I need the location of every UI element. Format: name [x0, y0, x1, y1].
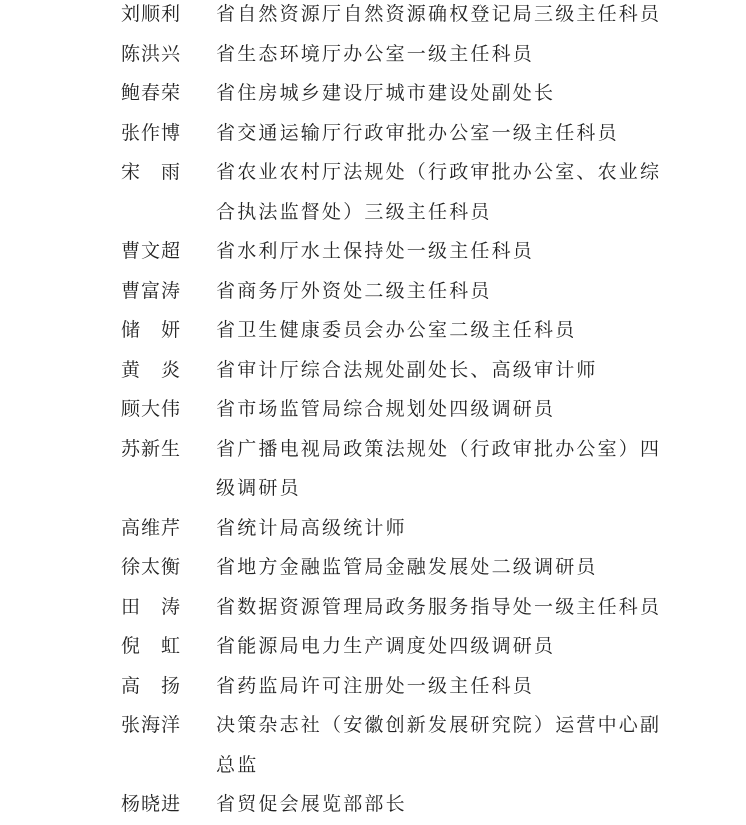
person-name: 陈洪兴	[121, 42, 182, 65]
person-title: 省自然资源厅自然资源确权登记局三级主任科员	[216, 3, 662, 25]
list-item	[0, 706, 746, 785]
person-title: 省审计厅综合法规处副处长、高级审计师	[216, 358, 598, 381]
person-name: 储 妍	[121, 319, 182, 341]
person-name: 曹富涛	[121, 279, 182, 302]
person-name: 宋 雨	[121, 161, 182, 183]
person-title: 省生态环境厅办公室一级主任科员	[216, 42, 535, 65]
list-item	[0, 351, 746, 391]
person-name: 顾大伟	[121, 398, 182, 420]
list-item	[0, 667, 746, 707]
person-name: 田 涛	[121, 595, 182, 618]
list-item	[0, 232, 746, 272]
person-title: 省广播电视局政策法规处（行政审批办公室）四级调研员	[216, 437, 662, 499]
list-item	[0, 311, 746, 351]
person-name: 高 扬	[121, 674, 182, 697]
list-item	[0, 430, 746, 509]
person-title: 省农业农村厅法规处（行政审批办公室、农业综合执法监督处）三级主任科员	[216, 161, 662, 223]
list-item	[0, 548, 746, 588]
person-title: 省水利厅水土保持处一级主任科员	[216, 240, 535, 262]
person-title: 决策杂志社（安徽创新发展研究院）运营中心副总监	[216, 714, 662, 776]
person-name: 张海洋	[121, 714, 182, 736]
list-item	[0, 153, 746, 232]
list-item	[0, 35, 746, 75]
list-item	[0, 627, 746, 667]
list-item	[0, 0, 746, 35]
person-title: 省商务厅外资处二级主任科员	[216, 279, 492, 302]
person-name: 倪 虹	[121, 635, 182, 657]
person-title: 省市场监管局综合规划处四级调研员	[216, 398, 556, 420]
person-name: 高维芹	[121, 516, 182, 539]
list-item	[0, 390, 746, 430]
person-name: 徐太衡	[121, 556, 182, 578]
person-title: 省统计局高级统计师	[216, 516, 407, 539]
person-title: 省药监局许可注册处一级主任科员	[216, 674, 535, 697]
person-name: 黄 炎	[121, 358, 182, 381]
person-title: 省数据资源管理局政务服务指导处一级主任科员	[216, 595, 662, 618]
person-title: 省交通运输厅行政审批办公室一级主任科员	[216, 121, 619, 144]
person-name: 苏新生	[121, 437, 182, 460]
person-name: 曹文超	[121, 240, 182, 262]
person-title: 省贸促会展览部部长	[216, 793, 407, 815]
list-item	[0, 509, 746, 549]
list-item	[0, 785, 746, 825]
list-item	[0, 588, 746, 628]
person-title: 省住房城乡建设厅城市建设处副处长	[216, 82, 556, 104]
person-name: 刘顺利	[121, 3, 182, 25]
list-item	[0, 114, 746, 154]
person-title: 省能源局电力生产调度处四级调研员	[216, 635, 556, 657]
list-item	[0, 74, 746, 114]
person-name: 张作博	[121, 121, 182, 144]
person-name: 鲍春荣	[121, 82, 182, 104]
person-name: 杨晓进	[121, 793, 182, 815]
person-title: 省地方金融监管局金融发展处二级调研员	[216, 556, 598, 578]
person-title: 省卫生健康委员会办公室二级主任科员	[216, 319, 577, 341]
list-item	[0, 272, 746, 312]
